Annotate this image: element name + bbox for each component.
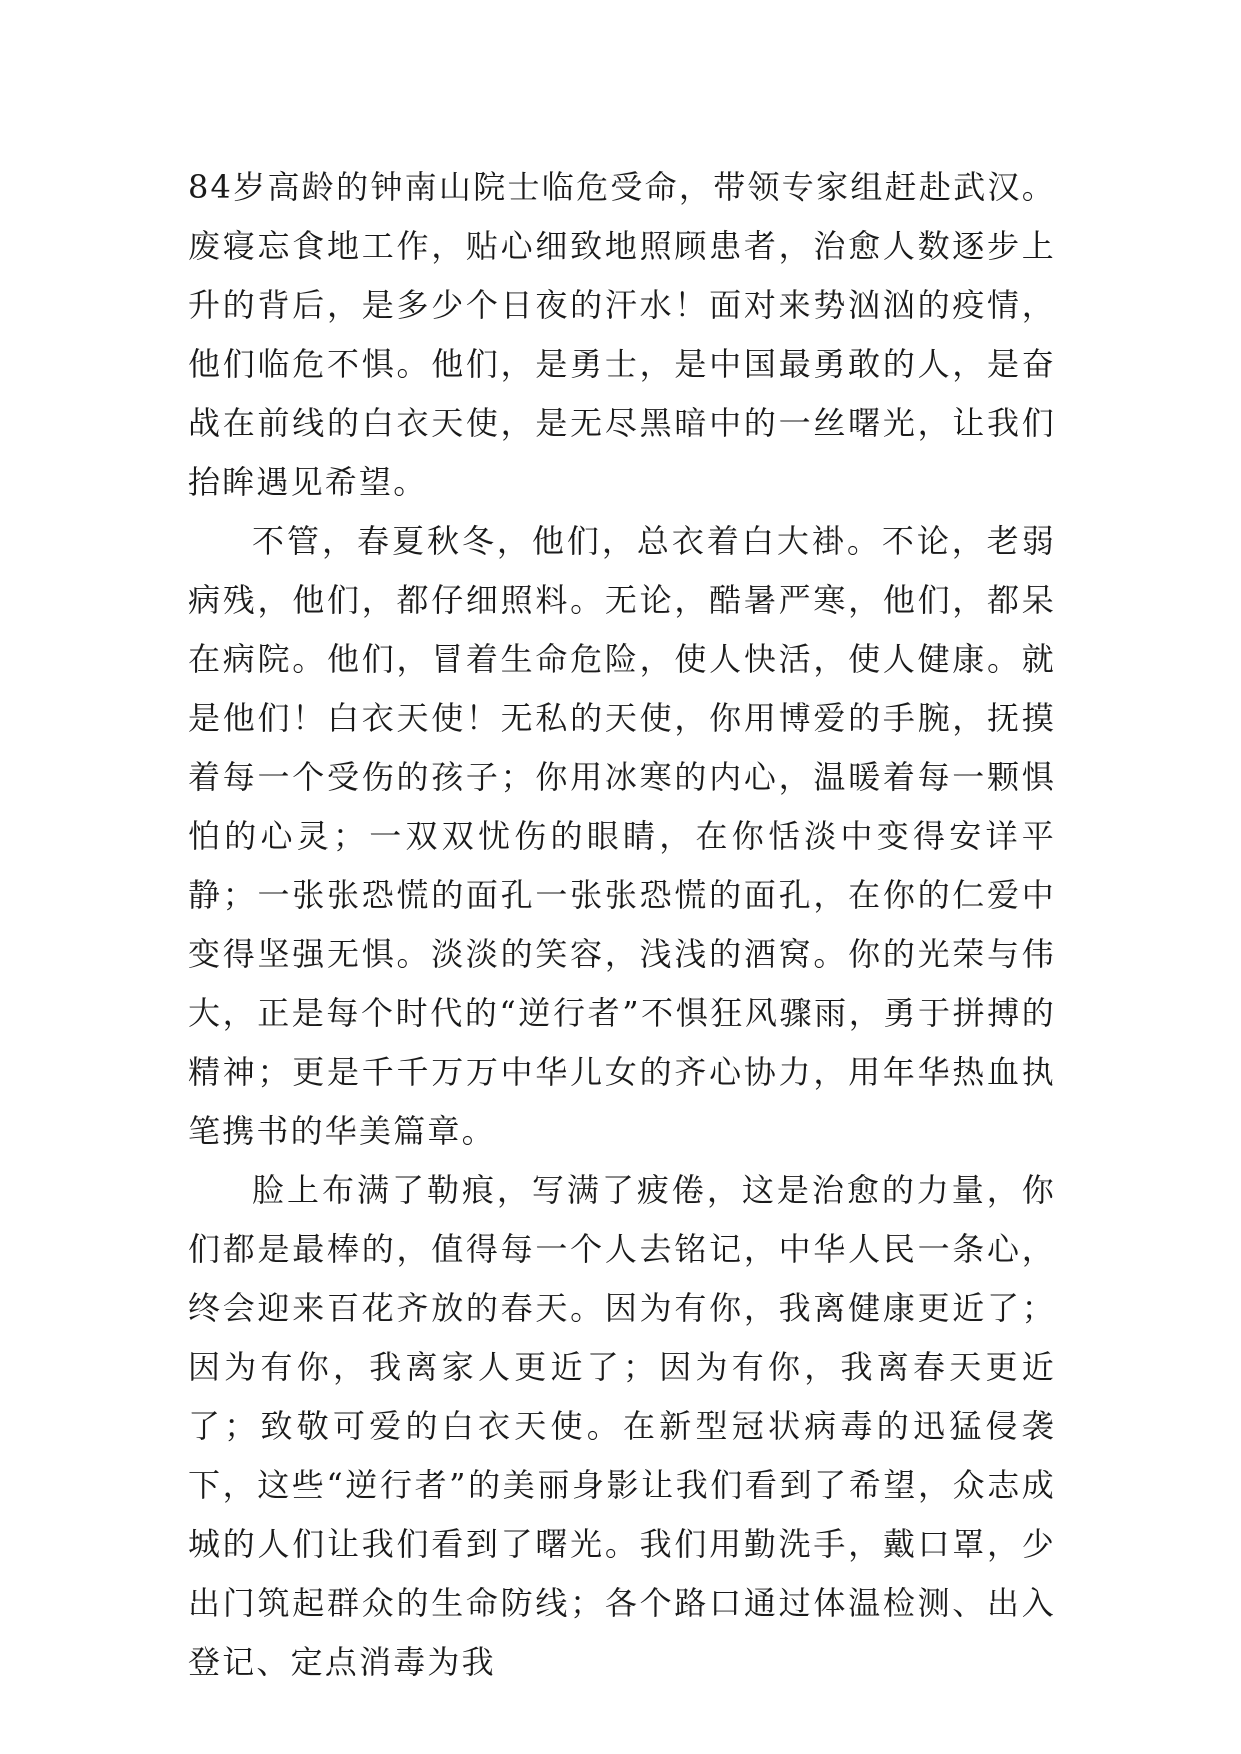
document-body [188,158,1056,1692]
paragraph-1: 84岁高龄的钟南山院士临危受命，带领专家组赶赴武汉。废寝忘食地工作，贴心细致地照顾患者，治愈人数逐步上升的背后，是多少个日夜的汗水！面对来势汹汹的疫情，他们临危不惧。他们，是勇士，是中国最勇敢的人，是奋战在前线的白衣天使，是无尽黑暗中的一丝曙光，让我们抬眸遇见希望。 [188,168,1056,501]
paragraph-3: 脸上布满了勒痕，写满了疲倦，这是治愈的力量，你们都是最棒的，值得每一个人去铭记，中华人民一条心，终会迎来百花齐放的春天。因为有你，我离健康更近了；因为有你，我离家人更近了；因为有你，我离春天更近了；致敬可爱的白衣天使。在新型冠状病毒的迅猛侵袭下，这些“逆行者”的美丽身影让我们看到了希望，众志成城的人们让我们看到了曙光。我们用勤洗手，戴口罩，少出门筑起群众的生命防线；各个路口通过体温检测、出入登记、定点消毒为我 [188,1171,1056,1681]
paragraph-2: 不管，春夏秋冬，他们，总衣着白大褂。不论，老弱病残，他们，都仔细照料。无论，酷暑严寒，他们，都呆在病院。他们，冒着生命危险，使人快活，使人健康。就是他们！白衣天使！无私的天使，你用博爱的手腕，抚摸着每一个受伤的孩子；你用冰寒的内心，温暖着每一颗惧怕的心灵；一双双忧伤的眼睛，在你恬淡中变得安详平静；一张张恐慌的面孔一张张恐慌的面孔，在你的仁爱中变得坚强无惧。淡淡的笑容，浅浅的酒窝。你的光荣与伟大，正是每个时代的“逆行者”不惧狂风骤雨，勇于拼搏的精神；更是千千万万中华儿女的齐心协力，用年华热血执笔携书的华美篇章。 [188,522,1056,1150]
